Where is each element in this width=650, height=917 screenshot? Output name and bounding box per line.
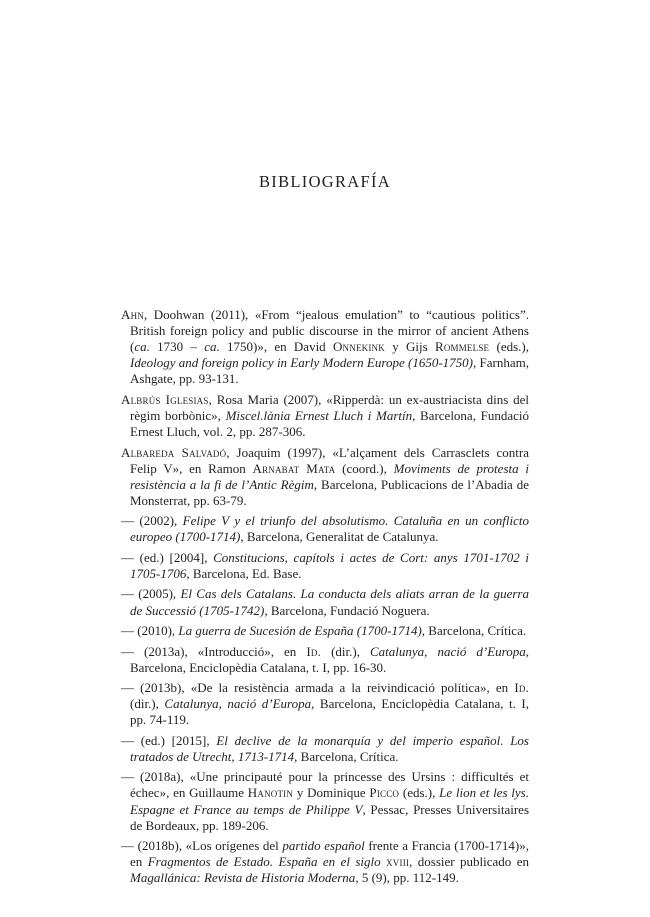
entry-title: Constitucions, capítols i actes de Cort: anys 1701-1702 i 1705-1706: [130, 549, 529, 581]
entry-text: , dossier publicado en: [409, 854, 529, 870]
entry-title: Catalunya, nació d’Europa: [164, 696, 312, 712]
entry-text: — (ed.) [2004],: [121, 549, 214, 565]
editor-name: Rommelse: [434, 339, 490, 355]
entry-text: 1730 –: [149, 339, 205, 355]
entry-title: Ideology and foreign policy in Early Modern Europe (1650-1750): [130, 355, 473, 371]
entry-text: (dir.),: [321, 643, 370, 659]
entry-text: , Doohwan (2011), «From “jealous emulation” to “cautious politics”. British foreign policy and public discourse in the mirror of ancient Athens (: [130, 307, 529, 355]
entry-text: — (2018b), «Los orígenes del: [121, 838, 283, 854]
entry-text: , Barcelona, Enciclopèdia Catalana, t. I, pp. 74-119.: [130, 696, 529, 728]
entry-text: 1750)», en David: [219, 339, 333, 355]
editor-name: Picco: [369, 785, 400, 801]
entry-text: (eds.),: [399, 785, 440, 801]
bibliography-entry: [121, 307, 529, 387]
author-name: Albrús Iglesias: [121, 391, 209, 407]
entry-text: , Barcelona, Enciclopèdia Catalana, t. I, pp. 16-30.: [130, 643, 529, 675]
bibliography-entry: [121, 392, 529, 440]
entry-text: y Gijs: [384, 339, 435, 355]
entry-text: (coord.),: [335, 460, 394, 476]
entry-text: , Barcelona, Crítica.: [421, 623, 527, 639]
entry-text: — (2018a), «Une principauté pour la princesse des Ursins : difficultés et échec», en Guillaume: [121, 769, 529, 801]
bibliography-entry: [121, 838, 529, 886]
entry-title: Catalunya, nació d’Europa: [370, 643, 526, 659]
entry-text: , Barcelona, Crítica.: [294, 748, 399, 764]
entry-text: , Pessac, Presses Universitaires de Bordeaux, pp. 189-206.: [130, 801, 530, 833]
editor-name: Id.: [514, 680, 529, 696]
journal-title: Magallánica: Revista de Historia Moderna: [130, 870, 356, 886]
page-title: BIBLIOGRAFÍA: [258, 172, 392, 192]
entry-text-italic: ca.: [134, 339, 150, 355]
author-name: Ahn: [121, 307, 144, 322]
entry-text: y Dominique: [293, 785, 370, 801]
entry-text: , Barcelona, Publicacions de l’Abadia de Monsterrat, pp. 63-79.: [130, 476, 529, 508]
entry-text-italic: ca.: [204, 339, 220, 355]
bibliography-entry: [121, 623, 529, 639]
entry-title: La guerra de Sucesión de España (1700-1714): [178, 623, 422, 639]
entry-text: , Barcelona, Ed. Base.: [186, 565, 302, 581]
editor-name: Id.: [306, 643, 322, 659]
bibliography-entry: [121, 644, 529, 676]
entry-text: , Rosa Maria (2007), «Ripperdà: un ex-austriacista dins del règim borbònic»,: [130, 391, 530, 423]
entry-text: — (2013b), «De la resistència armada a la reivindicació política», en: [121, 680, 515, 696]
entry-title: El declive de la monarquía y del imperio español. Los tratados de Utrecht, 1713-1714: [130, 732, 529, 764]
entry-title: Felipe V y el triunfo del absolutismo. Cataluña en un conflicto europeo (1700-1714): [130, 513, 529, 545]
bibliography-entry: [121, 445, 529, 509]
entry-title: Moviments de protesta i resistència a la fi de l’Antic Règim: [130, 460, 529, 492]
entry-text: , Barcelona, Fundació Ernest Lluch, vol. 2, pp. 287-306.: [130, 407, 529, 440]
entry-text: — (ed.) [2015],: [121, 732, 217, 748]
entry-text: (dir.),: [130, 696, 165, 712]
bibliography-entry: [121, 586, 529, 618]
bibliography-entry: [121, 550, 529, 582]
bibliography-entry: [121, 680, 529, 728]
entry-text: , Joaquim (1997), «L’alçament dels Carrasclets contra Felip V», en Ramon: [130, 444, 529, 476]
entry-title: Miscel.lània Ernest Lluch i Martín: [225, 407, 413, 423]
editor-name: Arnabat Mata: [252, 460, 336, 476]
editor-name: Hanotin: [247, 785, 294, 801]
entry-text: , Barcelona, Generalitat de Catalunya.: [240, 529, 439, 545]
entry-text: frente a Francia (1700-1714)», en: [130, 838, 529, 870]
bibliography-entry: [121, 733, 529, 765]
entry-title: El Cas dels Catalans. La conducta dels aliats arran de la guerra de Successió (1705-1742): [130, 586, 529, 618]
bibliography-list: [121, 307, 529, 891]
bibliography-entry: [121, 769, 529, 833]
entry-text: — (2002),: [121, 513, 183, 529]
entry-text: , Farnham, Ashgate, pp. 93-131.: [130, 355, 529, 387]
entry-text: — (2013a), «Introducció», en: [121, 643, 307, 659]
century-numeral: xviii: [386, 854, 410, 870]
editor-name: Onnekink: [332, 339, 385, 355]
entry-text-italic: partido español: [282, 838, 365, 854]
entry-text: — (2005),: [121, 586, 181, 602]
entry-text: (eds.),: [489, 339, 529, 355]
entry-title: Le lion et les lys. Espagne et France au temps de Philippe V: [130, 785, 529, 817]
entry-text: , Barcelona, Fundació Noguera.: [264, 602, 430, 618]
author-name: Albareda Salvadó: [121, 444, 227, 460]
entry-text: — (2010),: [121, 623, 179, 639]
bibliography-entry: [121, 513, 529, 545]
entry-text: , 5 (9), pp. 112-149.: [355, 870, 459, 886]
entry-title: Fragmentos de Estado. España en el siglo: [147, 854, 387, 870]
